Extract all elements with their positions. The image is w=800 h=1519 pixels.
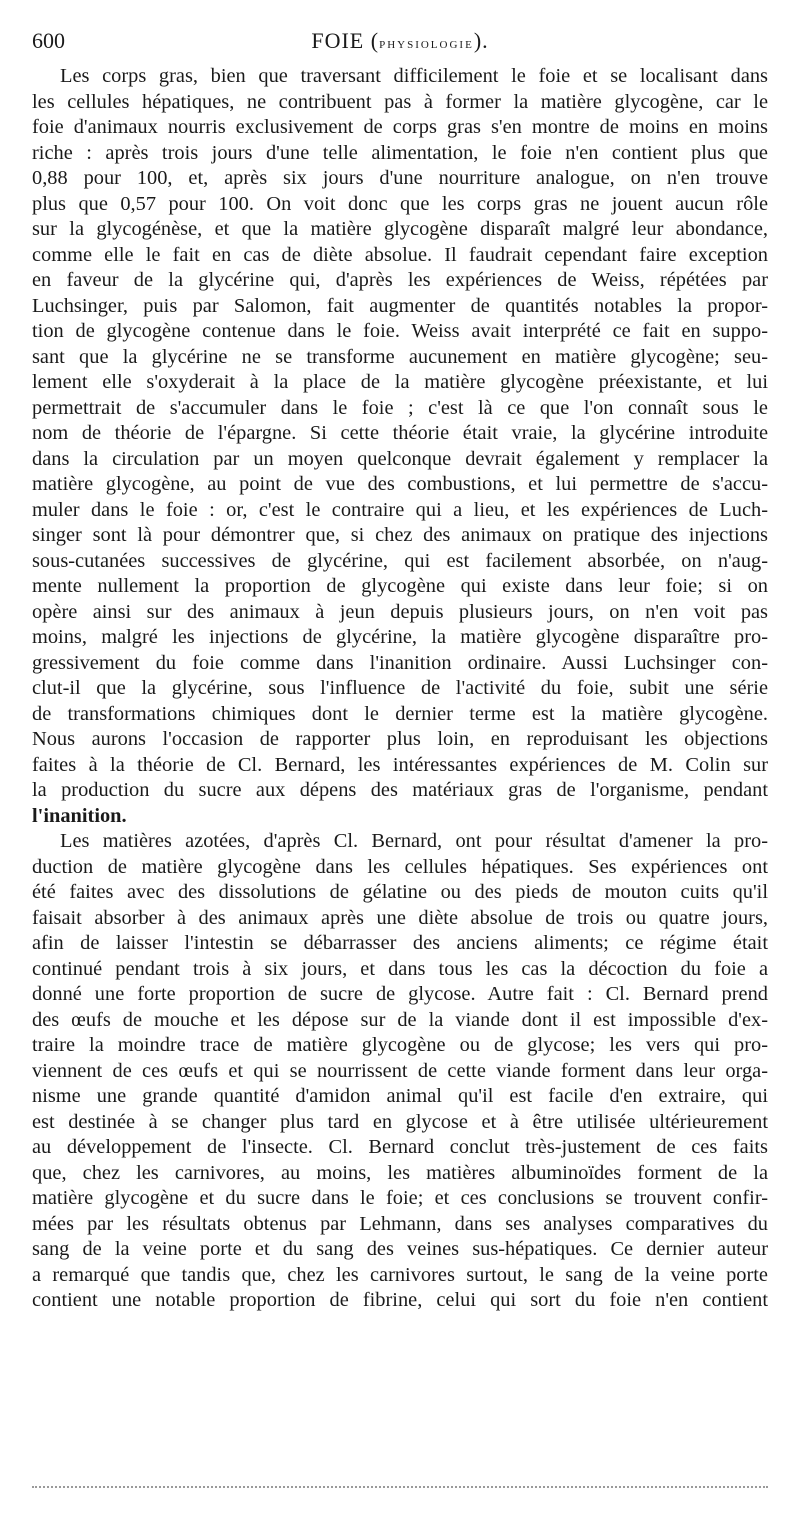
text-line: moins, malgré les injections de glycérine, la matière glycogène disparaître pro-	[32, 626, 768, 648]
text-line: contient une notable proportion de fibrine, celui qui sort du foie n'en contient	[32, 1289, 768, 1311]
text-line: permettrait de s'accumuler dans le foie ; c'est là ce que l'on connaît sous le	[32, 396, 768, 419]
text-line: opère ainsi sur des animaux à jeun depuis plusieurs jours, on n'en voit pas	[32, 600, 768, 623]
paragraph-matieres-azotees	[32, 829, 768, 1314]
text-line: foie d'animaux nourris exclusivement de corps gras s'en montre de moins en moins	[32, 116, 768, 138]
text-line: gressivement du foie comme dans l'inanition ordinaire. Aussi Luchsinger con-	[32, 651, 768, 674]
text-line: sant que la glycérine ne se transforme aucunement en matière glycogène; seu-	[32, 345, 768, 368]
text-line: sous-cutanées successives de glycérine, qui est facilement absorbée, on n'aug-	[32, 549, 768, 572]
text-line: mées par les résultats obtenus par Lehmann, dans ses analyses comparatives du	[32, 1212, 768, 1235]
running-title-main: FOIE (	[311, 28, 380, 53]
text-line: Nous aurons l'occasion de rapporter plus loin, en reproduisant les objections	[32, 728, 768, 750]
text-line: clut-il que la glycérine, sous l'influence de l'activité du foie, subit une série	[32, 677, 768, 699]
text-line: des œufs de mouche et les dépose sur de la viande dont il est impossible d'ex-	[32, 1008, 768, 1031]
text-line: que, chez les carnivores, au moins, les matières albuminoïdes forment de la	[32, 1161, 768, 1184]
text-line: afin de laisser l'intestin se débarrasser des anciens aliments; ce régime était	[32, 932, 768, 954]
text-line: l'inanition.	[32, 804, 127, 827]
footer-dotted-rule	[32, 1486, 768, 1488]
text-line: Les matières azotées, d'après Cl. Bernard, ont pour résultat d'amener la pro-	[60, 830, 768, 852]
text-line: de transformations chimiques dont le dernier terme est la matière glycogène.	[32, 702, 768, 725]
text-line: continué pendant trois à six jours, et dans tous les cas la décoction du foie a	[32, 957, 768, 980]
text-line: Les corps gras, bien que traversant difficilement le foie et se localisant dans	[60, 65, 768, 87]
text-line: donné une forte proportion de sucre de glycose. Autre fait : Cl. Bernard prend	[32, 983, 768, 1005]
text-line: mente nullement la proportion de glycogène qui existe dans leur foie; si on	[32, 575, 768, 597]
text-line: muler dans le foie : or, c'est le contraire qui a lieu, et les expériences de Luch-	[32, 498, 768, 521]
text-line: Luchsinger, puis par Salomon, fait augmenter de quantités notables la propor-	[32, 294, 768, 317]
text-line: est destinée à se changer plus tard en glycose et à être utilisée ultérieurement	[32, 1110, 768, 1133]
text-line: sang de la veine porte et du sang des veines sus-hépatiques. Ce dernier auteur	[32, 1238, 768, 1260]
text-line: riche : après trois jours d'une telle alimentation, le foie n'en contient plus que	[32, 141, 768, 164]
text-line: lement elle s'oxyderait à la place de la matière glycogène préexistante, et lui	[32, 371, 768, 393]
text-line: tion de glycogène contenue dans le foie. Weiss avait interprété ce fait en suppo-	[32, 320, 768, 342]
page-number: 600	[32, 28, 65, 53]
text-line: nom de théorie de l'épargne. Si cette théorie était vraie, la glycérine introduite	[32, 422, 768, 444]
text-line: au développement de l'insecte. Cl. Bernard conclut très-justement de ces faits	[32, 1136, 768, 1158]
running-title	[32, 28, 768, 54]
text-line: la production du sucre aux dépens des matériaux gras de l'organisme, pendant	[32, 779, 768, 801]
text-line: duction de matière glycogène dans les cellules hépatiques. Ses expériences ont	[32, 855, 768, 878]
page-header	[32, 28, 768, 58]
text-line: 0,88 pour 100, et, après six jours d'une nourriture analogue, on n'en trouve	[32, 167, 768, 189]
text-line: en faveur de la glycérine qui, d'après les expériences de Weiss, répétées par	[32, 269, 768, 291]
text-line: été faites avec des dissolutions de gélatine ou des pieds de mouton cuits qu'il	[32, 881, 768, 903]
text-line: singer sont là pour démontrer que, si chez des animaux on pratique des injections	[32, 524, 768, 546]
body-text	[32, 64, 768, 1314]
paragraph-corps-gras	[32, 64, 768, 829]
text-line: a remarqué que tandis que, chez les carnivores surtout, le sang de la veine porte	[32, 1263, 768, 1286]
text-line: nisme une grande quantité d'amidon animal qu'il est facile d'en extraire, qui	[32, 1085, 768, 1107]
text-line: matière glycogène, au point de vue des combustions, et lui permettre de s'accu-	[32, 473, 768, 495]
running-title-sub: physiologie	[379, 35, 474, 52]
text-line: matière glycogène et du sucre dans le foie; et ces conclusions se trouvent confir-	[32, 1187, 768, 1209]
text-line: traire la moindre trace de matière glycogène ou de glycose; les vers qui pro-	[32, 1034, 768, 1056]
text-line: viennent de ces œufs et qui se nourrissent de cette viande forment dans leur orga-	[32, 1059, 768, 1082]
text-line: comme elle le fait en cas de diète absolue. Il faudrait cependant faire exception	[32, 243, 768, 266]
text-line: dans la circulation par un moyen quelconque devrait également y remplacer la	[32, 447, 768, 470]
text-line: les cellules hépatiques, ne contribuent pas à former la matière glycogène, car le	[32, 90, 768, 113]
text-line: sur la glycogénèse, et que la matière glycogène disparaît malgré leur abondance,	[32, 218, 768, 240]
text-line: faites à la théorie de Cl. Bernard, les intéressantes expériences de M. Colin sur	[32, 753, 768, 776]
text-line: plus que 0,57 pour 100. On voit donc que les corps gras ne jouent aucun rôle	[32, 192, 768, 215]
running-title-close: ).	[473, 28, 489, 53]
text-line: faisait absorber à des animaux après une diète absolue de trois ou quatre jours,	[32, 906, 768, 929]
